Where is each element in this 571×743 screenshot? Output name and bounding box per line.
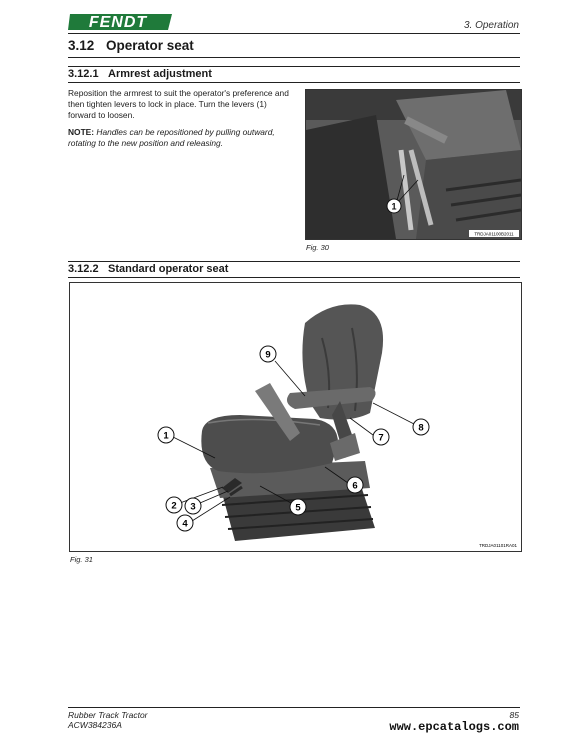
fig31-caption: Fig. 31 [70, 555, 93, 564]
chapter-label: 3. Operation [463, 20, 519, 31]
fig31-callout-8 [413, 419, 429, 435]
section-rule [68, 57, 520, 58]
svg-text:8: 8 [418, 422, 424, 434]
figure-30-armrest-photo [305, 89, 522, 240]
note-label: NOTE: [68, 127, 95, 137]
seat-illustration [70, 283, 521, 551]
fig30-callout-1: 1 [391, 201, 397, 212]
subsection-seat-title [68, 263, 228, 275]
subsection-armrest-title [68, 68, 212, 80]
subsection2-rule-bottom [68, 277, 520, 278]
fig31-callout-2 [166, 497, 182, 513]
footer-doc-code: ACW384236A [68, 720, 122, 730]
svg-text:5: 5 [295, 502, 301, 514]
subsection-rule-top [68, 66, 520, 67]
fig31-callout-9 [260, 346, 276, 362]
fig30-code: TRDJA01100B2011 [474, 231, 514, 237]
watermark-url[interactable]: www.epcatalogs.com [389, 720, 519, 734]
fendt-logo [68, 12, 174, 32]
svg-text:3: 3 [190, 501, 196, 513]
svg-text:7: 7 [378, 432, 384, 444]
subsection-seat-text: Standard operator seat [108, 263, 229, 275]
fig30-caption: Fig. 30 [306, 243, 329, 252]
subsection-seat-number: 3.12.2 [68, 263, 99, 275]
figure-31-seat-diagram [69, 282, 522, 552]
svg-text:2: 2 [171, 500, 177, 512]
note-text: Handles can be repositioned by pulling outward, rotating to the new position and releasing. [68, 127, 275, 148]
subsection2-rule-top [68, 261, 520, 262]
section-title-text: Operator seat [106, 38, 194, 53]
armrest-illustration [306, 90, 521, 239]
subsection-armrest-number: 3.12.1 [68, 68, 99, 80]
section-number: 3.12 [68, 38, 95, 53]
section-title [68, 38, 194, 53]
armrest-note [68, 127, 290, 149]
header-rule [68, 33, 520, 34]
fig31-callout-3 [185, 498, 201, 514]
svg-text:4: 4 [182, 518, 188, 530]
footer-product: Rubber Track Tractor [68, 710, 148, 720]
fig31-callout-7 [373, 429, 389, 445]
svg-text:1: 1 [163, 430, 169, 442]
armrest-instructions: Reposition the armrest to suit the operator's preference and then tighten levers to lock in place. Turn the levers (1) forward to loosen. [68, 88, 289, 120]
svg-text:FENDT: FENDT [88, 14, 148, 31]
footer-page-number: 85 [509, 710, 519, 720]
fig31-callout-1 [158, 427, 174, 443]
fig31-code: TRDJA01101RA01 [479, 543, 517, 548]
fig31-callout-5 [290, 499, 306, 515]
svg-text:6: 6 [352, 480, 358, 492]
svg-text:9: 9 [265, 349, 271, 361]
fig31-callout-6 [347, 477, 363, 493]
subsection-armrest-text: Armrest adjustment [108, 68, 212, 80]
footer-rule [68, 707, 520, 708]
fig31-callout-4 [177, 515, 193, 531]
subsection-rule-bottom [68, 82, 520, 83]
